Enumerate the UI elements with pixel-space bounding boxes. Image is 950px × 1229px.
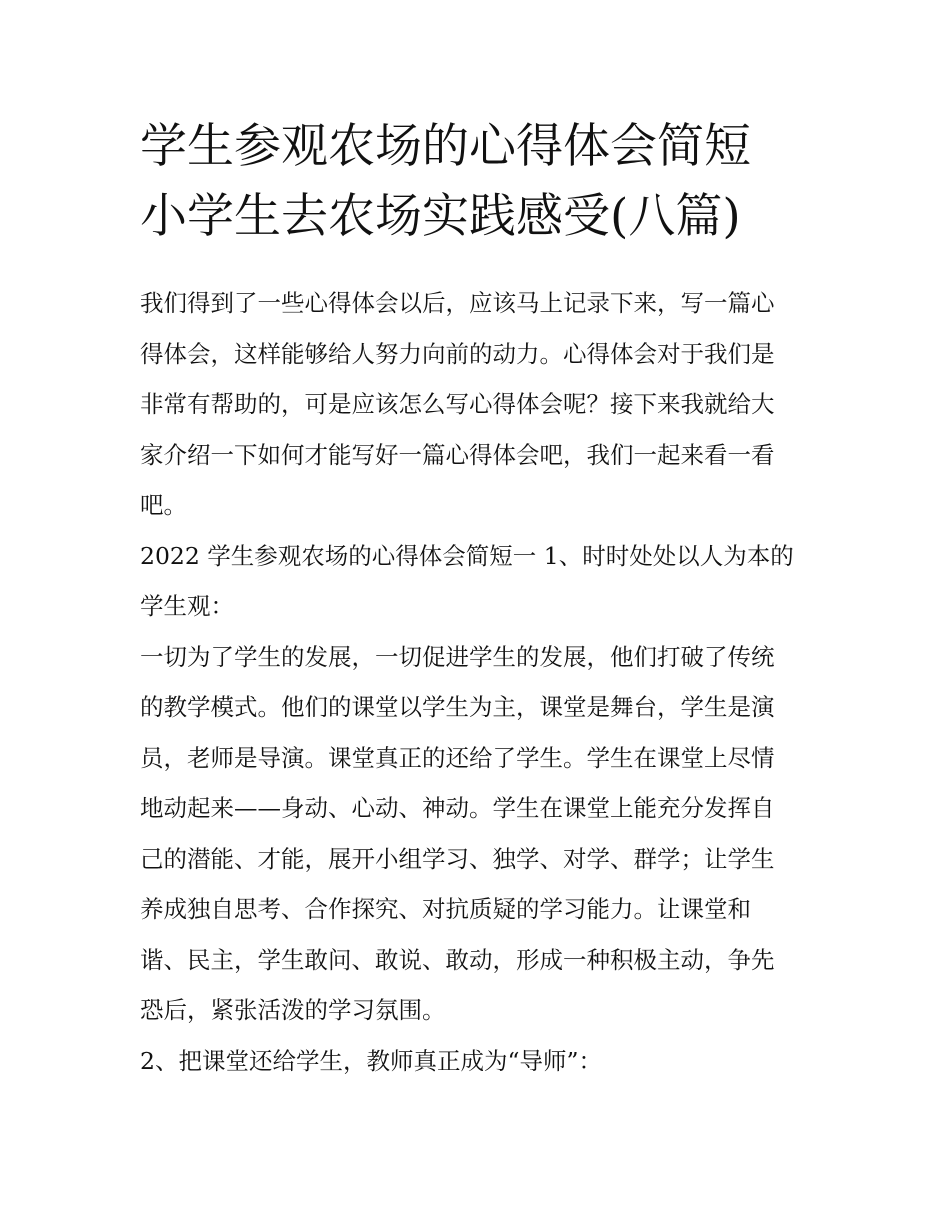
text-line: 2、把课堂还给学生，教师真正成为“导师”：	[140, 1046, 602, 1075]
body-paragraph	[140, 632, 820, 1036]
text-line: 得体会，这样能够给人努力向前的动力。心得体会对于我们是	[140, 339, 775, 368]
text-line: 谐、民主，学生敢问、敢说、敢动，形成一种积极主动，争先	[140, 945, 775, 974]
text-line: 的教学模式。他们的课堂以学生为主，课堂是舞台，学生是演	[140, 693, 775, 721]
intro-paragraph	[140, 278, 820, 531]
text-line: 恐后，紧张活泼的学习氛围。	[140, 996, 446, 1024]
title-line: 学生参观农场的心得体会简短	[140, 119, 751, 174]
text-line: 己的潜能、才能，展开小组学习、独学、对学、群学；让学生	[140, 844, 775, 873]
text-line: 员，老师是导演。课堂真正的还给了学生。学生在课堂上尽情	[140, 743, 775, 772]
text-line: 非常有帮助的，可是应该怎么写心得体会呢？接下来我就给大	[140, 390, 775, 418]
subheading-paragraph	[140, 1036, 820, 1087]
document-body	[140, 278, 820, 1086]
text-line: 吧。	[140, 491, 187, 519]
text-line: 一切为了学生的发展，一切促进学生的发展，他们打破了传统	[140, 642, 775, 671]
text-line: 地动起来——身动、心动、神动。学生在课堂上能充分发挥自	[140, 794, 775, 822]
text-line: 2022 学生参观农场的心得体会简短一 1、时时处处以人为本的	[140, 541, 794, 570]
section-heading-paragraph	[140, 531, 820, 632]
text-line: 学生观：	[140, 592, 234, 620]
text-line: 养成独自思考、合作探究、对抗质疑的学习能力。让课堂和	[140, 895, 751, 923]
title-line: 小学生去农场实践感受(八篇)	[140, 189, 741, 244]
document-title	[140, 112, 820, 252]
text-line: 我们得到了一些心得体会以后，应该马上记录下来，写一篇心	[140, 289, 775, 317]
text-line: 家介绍一下如何才能写好一篇心得体会吧，我们一起来看一看	[140, 440, 775, 469]
